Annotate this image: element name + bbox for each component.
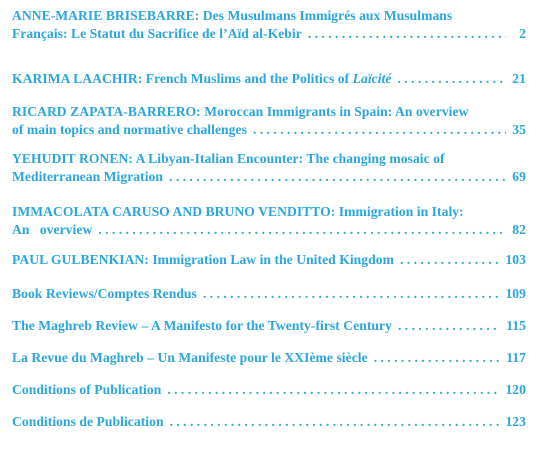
entry-page-number: 21 xyxy=(512,71,526,86)
entry-page-number: 35 xyxy=(512,122,526,137)
dot-leader xyxy=(169,168,506,186)
entry-title-line2: of main topics and normative challenges xyxy=(12,122,247,137)
entry-title-line1: YEHUDIT RONEN: A Libyan-Italian Encounter: The changing mosaic of xyxy=(12,151,445,166)
entry-page-number: 123 xyxy=(505,414,526,429)
entry-page-number: 103 xyxy=(505,252,526,267)
entry-title-italic: Laïcité xyxy=(352,71,392,86)
dot-leader xyxy=(374,349,501,367)
toc-entry-zapata-barrero[interactable] xyxy=(12,103,526,139)
entry-page-number: 69 xyxy=(512,169,526,184)
entry-title: Book Reviews/Comptes Rendus xyxy=(12,286,197,301)
entry-title: The Maghreb Review – A Manifesto for the Twenty-first Century xyxy=(12,318,392,333)
entry-page-number: 115 xyxy=(506,318,526,333)
entry-title: PAUL GULBENKIAN: Immigration Law in the United Kingdom xyxy=(12,252,394,267)
dot-leader xyxy=(170,413,500,431)
toc-entry-caruso-venditto[interactable] xyxy=(12,203,526,239)
entry-page-number: 109 xyxy=(505,286,526,301)
entry-title xyxy=(12,70,392,88)
dot-leader xyxy=(167,381,499,399)
dot-leader xyxy=(400,251,499,269)
entry-page-number: 117 xyxy=(506,350,526,365)
entry-title-line1: IMMACOLATA CARUSO AND BRUNO VENDITTO: Immigration in Italy: xyxy=(12,204,464,219)
toc-entry-book-reviews[interactable] xyxy=(12,285,526,303)
entry-title-line2: Français: Le Statut du Sacrifice de l’Aïd al-Kebir xyxy=(12,26,302,41)
dot-leader xyxy=(308,25,506,43)
toc-entry-brisebarre[interactable] xyxy=(12,7,526,43)
toc-entry-manifesto-fr[interactable] xyxy=(12,349,526,367)
toc-entry-conditions-fr[interactable] xyxy=(12,413,526,431)
dot-leader xyxy=(203,285,500,303)
toc-entry-gulbenkian[interactable] xyxy=(12,251,526,269)
entry-title: Conditions de Publication xyxy=(12,414,164,429)
toc-entry-laachir[interactable] xyxy=(12,70,526,88)
entry-title: Conditions of Publication xyxy=(12,382,162,397)
entry-title-line2: Mediterranean Migration xyxy=(12,169,164,184)
entry-title: La Revue du Maghreb – Un Manifeste pour le XXIème siècle xyxy=(12,350,368,365)
toc-entry-conditions-en[interactable] xyxy=(12,381,526,399)
entry-page-number: 2 xyxy=(519,26,526,41)
dot-leader xyxy=(98,221,506,239)
dot-leader xyxy=(398,317,500,335)
entry-page-number: 120 xyxy=(505,382,526,397)
toc-entry-ronen[interactable] xyxy=(12,150,526,186)
entry-title-text: KARIMA LAACHIR: French Muslims and the Politics of xyxy=(12,71,353,86)
dot-leader xyxy=(398,70,507,88)
entry-title-line1: ANNE-MARIE BRISEBARRE: Des Musulmans Immigrés aux Musulmans xyxy=(12,8,453,23)
entry-page-number: 82 xyxy=(512,222,526,237)
toc-entry-manifesto-en[interactable] xyxy=(12,317,526,335)
entry-title-line1: RICARD ZAPATA-BARRERO: Moroccan Immigrants in Spain: An overview xyxy=(12,104,469,119)
dot-leader xyxy=(253,121,506,139)
entry-title-line2: An overview xyxy=(12,222,93,237)
